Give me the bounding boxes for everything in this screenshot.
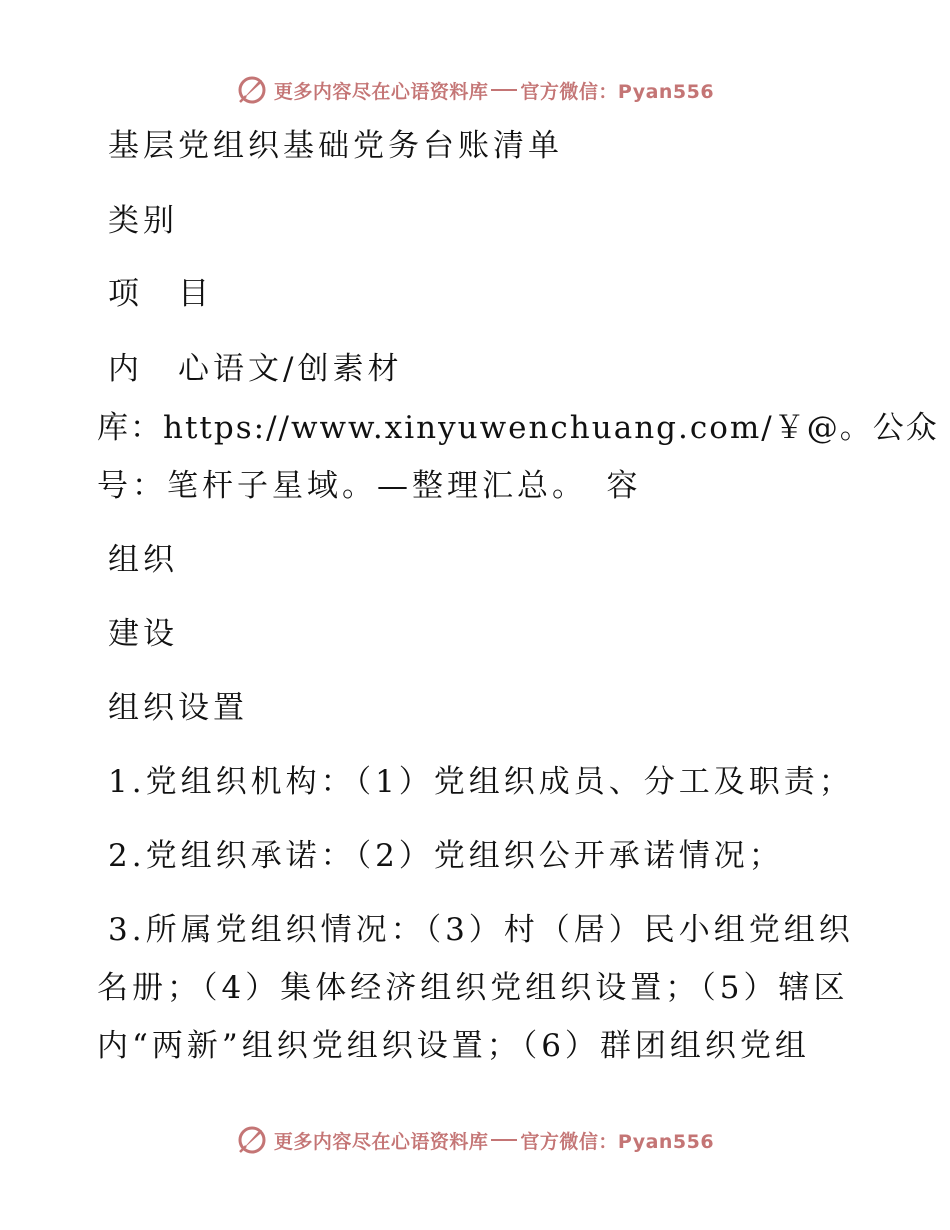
category-line-2: 建设 (108, 616, 178, 652)
watermark-dash (491, 1139, 517, 1141)
quill-pen-logo-icon (236, 1124, 268, 1156)
watermark-suffix: 官方微信：Pyan556 (520, 1130, 715, 1153)
content-line-3: 号：笔杆子星域。—整理汇总。 容 (97, 468, 642, 504)
item-name: 组织设置 (108, 690, 248, 726)
entry-1: 1.党组织机构：（1）党组织成员、分工及职责； (108, 764, 854, 800)
watermark-text: 更多内容尽在心语资料库 (273, 80, 489, 103)
entry-3-line-1: 3.所属党组织情况：（3）村（居）民小组党组织 (108, 912, 854, 948)
entry-3-line-2: 名册；（4）集体经济组织党组织设置；（5）辖区 (97, 970, 849, 1006)
header-category: 类别 (108, 203, 178, 239)
content-line-2: 库：https://www.xinyuwenchuang.com/￥@。公众 (97, 410, 939, 446)
header-item: 项 目 (108, 276, 213, 312)
watermark-banner-bottom (0, 1120, 950, 1160)
watermark-text: 更多内容尽在心语资料库 (273, 1130, 489, 1153)
entry-2: 2.党组织承诺：（2）党组织公开承诺情况； (108, 838, 784, 874)
quill-pen-logo-icon (236, 74, 268, 106)
document-title: 基层党组织基础党务台账清单 (108, 128, 563, 164)
watermark-suffix: 官方微信：Pyan556 (520, 80, 715, 103)
watermark-banner-top (0, 70, 950, 110)
watermark-dash (491, 89, 517, 91)
entry-3-line-3: 内“两新”组织党组织设置；（6）群团组织党组 (97, 1028, 810, 1064)
content-line-1: 内 心语文/创素材 (108, 351, 403, 387)
category-line-1: 组织 (108, 542, 178, 578)
